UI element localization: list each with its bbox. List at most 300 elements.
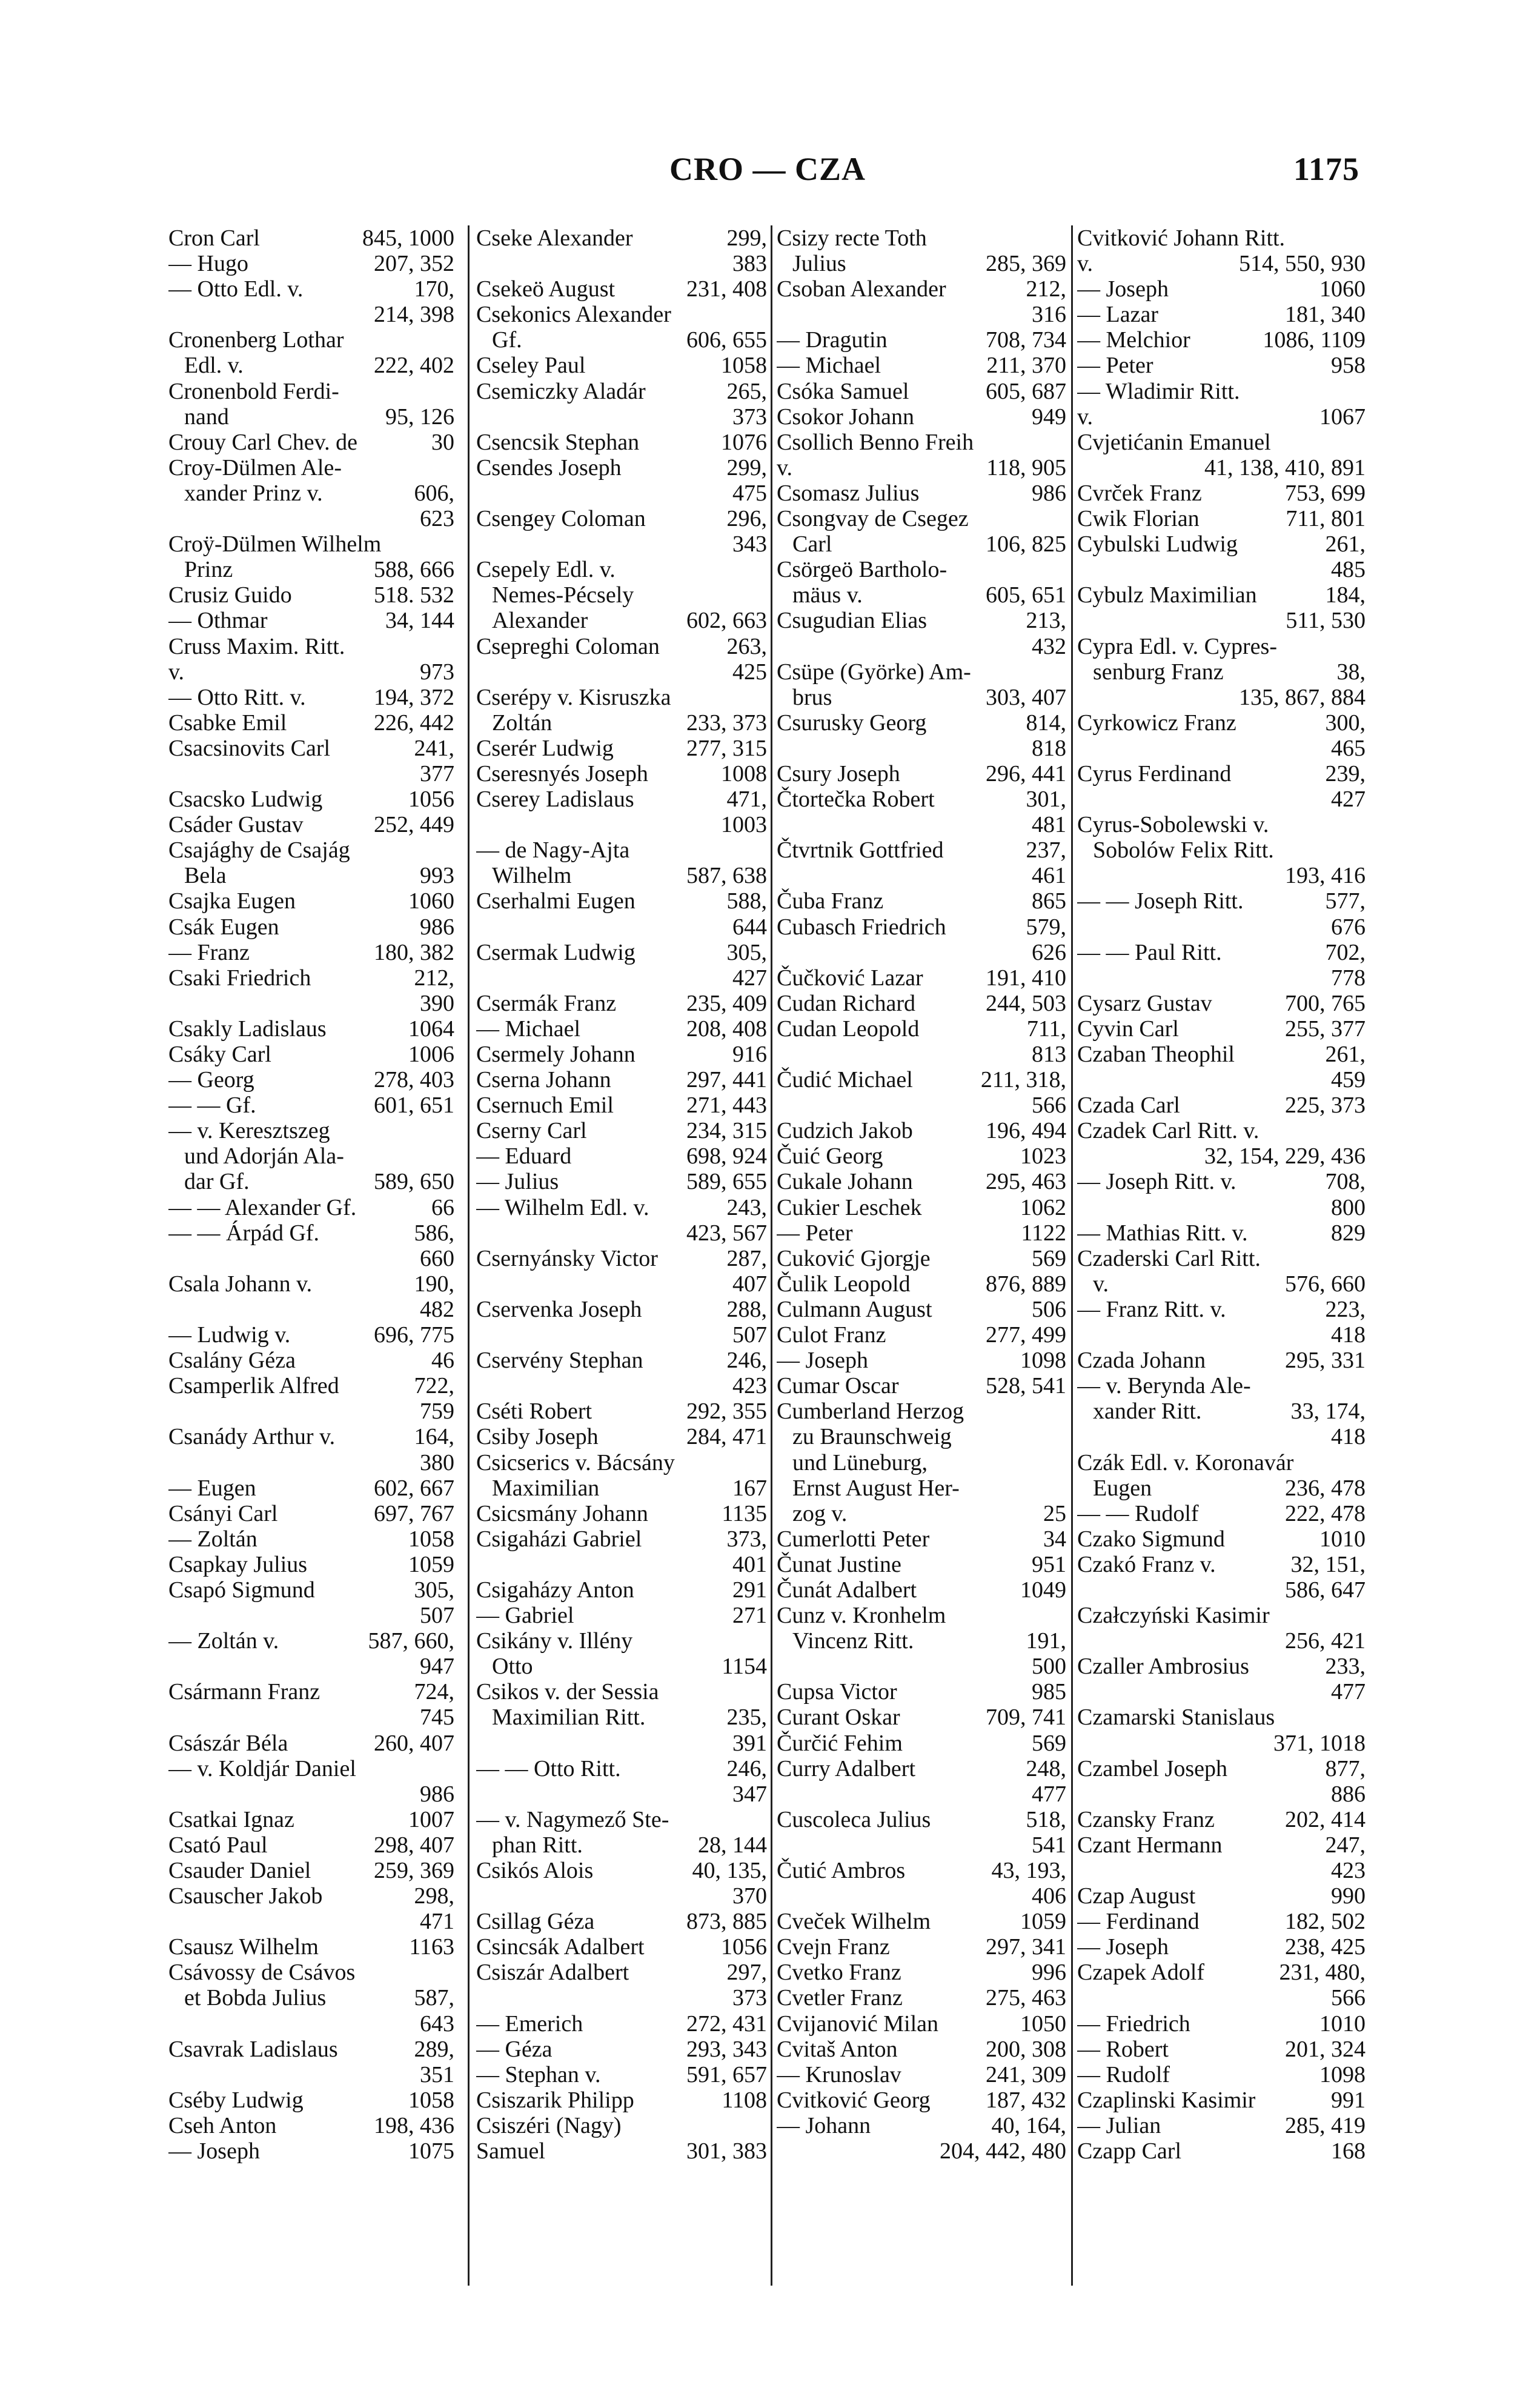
entry-pages: 1003 — [721, 812, 767, 838]
entry-name: Csugudian Elias — [777, 608, 928, 634]
entry-pages: 181, 340 — [1285, 302, 1366, 328]
entry-pages: 238, 425 — [1285, 1934, 1366, 1960]
index-line — [1077, 1756, 1366, 1781]
entry-name: — Peter — [777, 1220, 853, 1246]
entry-name: Cvitković Georg — [777, 2087, 931, 2113]
index-line — [168, 2087, 454, 2113]
index-line — [777, 1603, 1066, 1628]
entry-pages: 223, — [1325, 1296, 1366, 1322]
index-line — [168, 455, 454, 481]
index-line — [777, 1424, 1066, 1449]
index-line — [1077, 837, 1366, 863]
index-line — [168, 634, 454, 659]
index-line — [1077, 276, 1366, 302]
index-line — [1077, 1169, 1366, 1194]
entry-name: Cserér Ludwig — [476, 735, 614, 761]
entry-name: mäus v. — [792, 582, 863, 608]
entry-name: Csizy recte Toth — [777, 225, 927, 251]
entry-name: Csüpe (Györke) Am- — [777, 659, 971, 685]
entry-name: Czada Johann — [1077, 1348, 1206, 1374]
entry-pages: 231, 408 — [686, 276, 767, 302]
index-line — [777, 761, 1066, 787]
entry-pages: 235, 409 — [686, 990, 767, 1016]
entry-name: Cron Carl — [168, 225, 260, 251]
index-line — [168, 1475, 454, 1501]
entry-name: v. — [1077, 404, 1094, 430]
entry-name: Maximilian Ritt. — [492, 1705, 646, 1731]
entry-name: Cseresnyés Joseph — [476, 760, 648, 787]
entry-pages: 541 — [1032, 1832, 1066, 1858]
entry-pages: 34 — [1043, 1526, 1066, 1552]
index-line — [1077, 379, 1366, 404]
entry-name: Cserhalmi Eugen — [476, 888, 636, 914]
index-line — [476, 1373, 767, 1399]
index-line — [777, 557, 1066, 582]
index-line — [168, 379, 454, 404]
entry-name: Csák Eugen — [168, 914, 279, 940]
entry-name: — Joseph — [1077, 1934, 1169, 1960]
entry-name: — Gabriel — [476, 1603, 574, 1629]
entry-pages: 1163 — [409, 1934, 454, 1960]
index-line — [168, 1832, 454, 1858]
entry-pages: 518. 532 — [374, 582, 454, 608]
index-line — [476, 1731, 767, 1756]
index-line — [777, 787, 1066, 812]
index-line — [1077, 2087, 1366, 2113]
entry-name: Edl. v. — [184, 353, 244, 379]
entry-name: Cvrček Franz — [1077, 480, 1202, 506]
entry-pages: 986 — [1032, 480, 1066, 506]
entry-name: Cysarz Gustav — [1077, 990, 1212, 1016]
index-line — [777, 1756, 1066, 1781]
index-line — [476, 2011, 767, 2037]
entry-name: Cserny Carl — [476, 1118, 587, 1144]
entry-name: Csajka Eugen — [168, 888, 296, 914]
entry-name: Samuel — [476, 2138, 545, 2164]
index-line — [777, 685, 1066, 710]
index-line — [1077, 481, 1366, 506]
entry-name: Cronenberg Lothar — [168, 327, 344, 353]
index-line — [476, 1679, 767, 1705]
entry-pages: 380 — [420, 1449, 454, 1475]
entry-pages: 236, 478 — [1285, 1475, 1366, 1501]
entry-name: Cyrus Ferdinand — [1077, 760, 1232, 787]
entry-pages: 370 — [732, 1883, 767, 1909]
entry-name: Cvitaš Anton — [777, 2036, 898, 2062]
entry-name: Czaller Ambrosius — [1077, 1654, 1249, 1680]
entry-name: Czaban Theophil — [1077, 1042, 1235, 1067]
entry-name: Csabke Emil — [168, 710, 287, 736]
entry-pages: 506 — [1032, 1296, 1066, 1322]
entry-pages: 214, 398 — [374, 302, 454, 328]
entry-name: Csáky Carl — [168, 1042, 271, 1067]
index-line — [1077, 1297, 1366, 1322]
entry-pages: 481 — [1032, 812, 1066, 838]
entry-name: senburg Franz — [1093, 659, 1224, 685]
index-line — [1077, 812, 1366, 837]
entry-pages: 569 — [1032, 1245, 1066, 1271]
entry-pages: 347 — [732, 1781, 767, 1807]
index-line — [476, 430, 767, 455]
entry-name: Csekeö August — [476, 276, 616, 302]
index-line — [168, 404, 454, 430]
entry-name: Csavrak Ladislaus — [168, 2036, 338, 2062]
index-line — [168, 1858, 454, 1883]
entry-pages: 301, 383 — [686, 2138, 767, 2164]
entry-pages: 709, 741 — [986, 1705, 1066, 1731]
entry-pages: 1122 — [1021, 1220, 1066, 1246]
index-line — [476, 1960, 767, 1985]
index-line — [476, 1654, 767, 1679]
index-line — [476, 1883, 767, 1909]
entry-pages: 299, — [726, 225, 767, 251]
entry-name: Cronenbold Ferdi- — [168, 378, 339, 404]
index-line — [777, 1297, 1066, 1322]
index-line — [1077, 1807, 1366, 1832]
entry-name: Csomasz Julius — [777, 480, 920, 506]
index-line — [476, 531, 767, 557]
index-line — [168, 2011, 454, 2037]
entry-pages: 233, 373 — [686, 710, 767, 736]
entry-pages: 305, — [726, 939, 767, 965]
entry-pages: 1064 — [408, 1016, 454, 1042]
entry-name: Bela — [184, 863, 227, 889]
index-line — [168, 1399, 454, 1424]
entry-pages: 25 — [1043, 1500, 1066, 1526]
entry-name: Cseley Paul — [476, 353, 586, 379]
entry-pages: 700, 765 — [1285, 990, 1366, 1016]
entry-pages: 164, — [414, 1424, 454, 1450]
entry-name: — Friedrich — [1077, 2011, 1190, 2037]
entry-name: Czałczyński Kasimir — [1077, 1603, 1270, 1629]
index-line — [476, 455, 767, 481]
entry-pages: 265, — [726, 378, 767, 404]
entry-pages: 702, — [1325, 939, 1366, 965]
entry-name: Čunát Adalbert — [777, 1577, 917, 1603]
index-line — [1077, 965, 1366, 991]
entry-pages: 759 — [420, 1399, 454, 1425]
index-line — [168, 1322, 454, 1348]
index-line — [777, 1731, 1066, 1756]
entry-pages: 285, 419 — [1285, 2112, 1366, 2138]
entry-pages: 239, — [1325, 760, 1366, 787]
index-line — [1077, 506, 1366, 531]
entry-pages: 845, 1000 — [362, 225, 454, 251]
index-line — [1077, 1067, 1366, 1093]
index-line — [1077, 1195, 1366, 1220]
index-line — [476, 1322, 767, 1348]
column-divider — [1071, 225, 1073, 2286]
index-line — [168, 761, 454, 787]
index-line — [168, 1731, 454, 1756]
index-line — [777, 1169, 1066, 1194]
index-line — [777, 404, 1066, 430]
entry-name: xander Prinz v. — [184, 480, 323, 506]
index-line — [777, 2037, 1066, 2062]
index-line — [777, 1960, 1066, 1985]
index-line — [1077, 2113, 1366, 2138]
index-line — [476, 608, 767, 633]
index-line — [476, 1475, 767, 1501]
entry-pages: 485 — [1331, 557, 1366, 583]
entry-name: — v. Berynda Ale- — [1077, 1373, 1251, 1399]
index-line — [777, 1526, 1066, 1552]
entry-pages: 275, 463 — [986, 1985, 1066, 2011]
entry-name: Cservény Stephan — [476, 1348, 643, 1374]
entry-name: Cruss Maxim. Ritt. — [168, 633, 345, 659]
entry-name: — Joseph — [168, 2138, 260, 2164]
entry-name: Csoban Alexander — [777, 276, 946, 302]
index-line — [168, 582, 454, 608]
entry-name: Cvjetićanin Emanuel — [1077, 429, 1271, 455]
entry-pages: 951 — [1032, 1551, 1066, 1577]
entry-name: Csanády Arthur v. — [168, 1424, 336, 1450]
entry-pages: 260, 407 — [374, 1730, 454, 1756]
entry-name: Czakó Franz v. — [1077, 1551, 1216, 1577]
entry-pages: 32, 154, 229, 436 — [1204, 1143, 1366, 1169]
index-line — [777, 1220, 1066, 1246]
entry-name: Csiszarik Philipp — [476, 2087, 634, 2113]
entry-name: Cudan Leopold — [777, 1016, 920, 1042]
entry-name: Cvitković Johann Ritt. — [1077, 225, 1286, 251]
entry-pages: 587, 638 — [686, 863, 767, 889]
entry-name: Csányi Carl — [168, 1500, 278, 1526]
entry-pages: 1049 — [1020, 1577, 1066, 1603]
entry-pages: 237, — [1026, 837, 1066, 863]
entry-pages: 1086, 1109 — [1263, 327, 1366, 353]
entry-pages: 698, 924 — [686, 1143, 767, 1169]
entry-name: Csermely Johann — [476, 1042, 636, 1067]
index-line — [777, 1832, 1066, 1858]
entry-name: Csausz Wilhelm — [168, 1934, 319, 1960]
entry-pages: 873, 885 — [686, 1909, 767, 1935]
entry-name: Csepely Edl. v. — [476, 557, 616, 583]
entry-pages: 293, 343 — [686, 2036, 767, 2062]
index-line — [476, 2062, 767, 2087]
index-line — [476, 1093, 767, 1118]
index-line — [1077, 1450, 1366, 1475]
index-line — [1077, 302, 1366, 327]
entry-name: Czaderski Carl Ritt. — [1077, 1245, 1261, 1271]
entry-pages: 886 — [1331, 1781, 1366, 1807]
entry-name: — v. Nagymező Ste- — [476, 1806, 669, 1832]
entry-name: — Joseph — [777, 1348, 868, 1374]
entry-pages: 298, — [414, 1883, 454, 1909]
entry-pages: 407 — [732, 1271, 767, 1297]
entry-pages: 297, 441 — [686, 1067, 767, 1093]
column-divider — [468, 225, 470, 2286]
entry-pages: 566 — [1032, 1093, 1066, 1119]
entry-name: Cservenka Joseph — [476, 1296, 642, 1322]
entry-pages: 40, 164, — [991, 2112, 1066, 2138]
entry-pages: 947 — [420, 1654, 454, 1680]
entry-pages: 182, 502 — [1285, 1909, 1366, 1935]
entry-pages: 207, 352 — [374, 251, 454, 277]
entry-name: Crusiz Guido — [168, 582, 292, 608]
index-line — [1077, 531, 1366, 557]
entry-name: Csicsmány Johann — [476, 1500, 648, 1526]
entry-pages: 383 — [732, 251, 767, 277]
entry-name: Čulik Leopold — [777, 1271, 911, 1297]
index-line — [1077, 557, 1366, 582]
entry-name: Cyvin Carl — [1077, 1016, 1179, 1042]
entry-pages: 623 — [420, 506, 454, 532]
index-line — [476, 1195, 767, 1220]
entry-pages: 602, 667 — [374, 1475, 454, 1501]
index-line — [1077, 991, 1366, 1016]
entry-pages: 518, — [1026, 1806, 1066, 1832]
entry-name: — Othmar — [168, 608, 268, 634]
entry-name: — Dragutin — [777, 327, 888, 353]
entry-name: — Peter — [1077, 353, 1153, 379]
entry-pages: 285, 369 — [986, 251, 1066, 277]
index-line — [777, 1475, 1066, 1501]
column-1 — [168, 225, 454, 2286]
index-line — [777, 914, 1066, 940]
entry-name: — Joseph Ritt. v. — [1077, 1169, 1236, 1195]
index-line — [168, 1985, 454, 2011]
index-line — [476, 1424, 767, 1449]
column-3 — [777, 225, 1066, 2286]
index-line — [168, 1960, 454, 1985]
index-line — [476, 914, 767, 940]
index-line — [777, 1883, 1066, 1909]
entry-pages: 66 — [431, 1194, 454, 1220]
index-line — [476, 1271, 767, 1297]
entry-name: Maximilian — [492, 1475, 600, 1501]
index-line — [168, 1297, 454, 1322]
entry-pages: 194, 372 — [374, 684, 454, 710]
entry-pages: 1098 — [1020, 1348, 1066, 1374]
entry-pages: 711, — [1026, 1016, 1066, 1042]
entry-pages: 225, 373 — [1285, 1093, 1366, 1119]
index-line — [476, 2037, 767, 2062]
index-line — [476, 1934, 767, 1960]
index-line — [777, 2138, 1066, 2164]
index-line — [476, 1781, 767, 1807]
entry-name: — Mathias Ritt. v. — [1077, 1220, 1248, 1246]
entry-pages: 198, 436 — [374, 2112, 454, 2138]
entry-pages: 272, 431 — [686, 2011, 767, 2037]
entry-pages: 475 — [732, 480, 767, 506]
index-line — [476, 888, 767, 914]
entry-name: — Michael — [476, 1016, 581, 1042]
entry-pages: 41, 138, 410, 891 — [1204, 454, 1366, 481]
entry-pages: 95, 126 — [385, 404, 454, 430]
entry-pages: 800 — [1331, 1194, 1366, 1220]
entry-pages: 118, 905 — [986, 454, 1066, 481]
index-line — [1077, 1858, 1366, 1883]
entry-name: Cveček Wilhelm — [777, 1909, 931, 1935]
entry-pages: 586, 647 — [1285, 1577, 1366, 1603]
index-line — [1077, 1909, 1366, 1934]
entry-pages: 1062 — [1020, 1194, 1066, 1220]
index-line — [476, 404, 767, 430]
index-line — [168, 787, 454, 812]
entry-name: Čtortečka Robert — [777, 787, 935, 813]
index-line — [1077, 1552, 1366, 1577]
entry-pages: 500 — [1032, 1654, 1066, 1680]
index-line — [1077, 1654, 1366, 1679]
index-line — [777, 736, 1066, 761]
entry-pages: 271, 443 — [686, 1093, 767, 1119]
index-line — [168, 1603, 454, 1628]
entry-name: v. — [1093, 1271, 1109, 1297]
entry-pages: 1008 — [721, 760, 767, 787]
index-line — [168, 430, 454, 455]
entry-name: Csemiczky Aladár — [476, 378, 646, 404]
index-line — [168, 1628, 454, 1654]
entry-pages: 373 — [732, 1985, 767, 2011]
entry-name: Carl — [792, 531, 832, 557]
index-line — [777, 327, 1066, 353]
index-line — [1077, 1577, 1366, 1603]
entry-pages: 296, — [726, 506, 767, 532]
index-line — [777, 1143, 1066, 1169]
entry-pages: 1006 — [408, 1042, 454, 1067]
index-line — [476, 1169, 767, 1194]
entry-pages: 471, — [726, 787, 767, 813]
entry-pages: 256, 421 — [1285, 1628, 1366, 1654]
index-line — [476, 1297, 767, 1322]
index-line — [777, 1705, 1066, 1730]
entry-name: Cvetler Franz — [777, 1985, 903, 2011]
entry-name: Csóka Samuel — [777, 378, 909, 404]
index-line — [476, 1985, 767, 2011]
index-line — [476, 1577, 767, 1603]
entry-pages: 233, — [1325, 1654, 1366, 1680]
index-line — [777, 837, 1066, 863]
index-line — [1077, 1501, 1366, 1526]
entry-name: — Otto Edl. v. — [168, 276, 304, 302]
index-line — [777, 710, 1066, 736]
entry-name: zu Braunschweig — [792, 1424, 952, 1450]
entry-name: Csapkay Julius — [168, 1551, 308, 1577]
entry-pages: 277, 315 — [686, 735, 767, 761]
index-line — [1077, 1985, 1366, 2011]
entry-pages: 973 — [420, 659, 454, 685]
index-line — [168, 710, 454, 736]
index-line — [476, 276, 767, 302]
entry-pages: 427 — [732, 965, 767, 991]
index-line — [777, 1271, 1066, 1297]
entry-pages: 423 — [732, 1373, 767, 1399]
index-line — [777, 1985, 1066, 2011]
index-line — [777, 2113, 1066, 2138]
index-line — [476, 251, 767, 276]
entry-pages: 482 — [420, 1296, 454, 1322]
entry-pages: 252, 449 — [374, 812, 454, 838]
index-line — [476, 1016, 767, 1042]
entry-name: — Ferdinand — [1077, 1909, 1200, 1935]
index-line — [168, 914, 454, 940]
index-line — [777, 1042, 1066, 1067]
entry-pages: 34, 144 — [385, 608, 454, 634]
entry-name: Cuković Gjorgje — [777, 1245, 931, 1271]
index-line — [1077, 1679, 1366, 1705]
index-line — [168, 1807, 454, 1832]
entry-name: — Zoltán v. — [168, 1628, 279, 1654]
entry-pages: 255, 377 — [1285, 1016, 1366, 1042]
entry-pages: 643 — [420, 2011, 454, 2037]
entry-pages: 993 — [420, 863, 454, 889]
entry-name: Csokor Johann — [777, 404, 914, 430]
entry-pages: 606, 655 — [686, 327, 767, 353]
entry-pages: 377 — [420, 760, 454, 787]
entry-pages: 676 — [1331, 914, 1366, 940]
index-line — [777, 1373, 1066, 1399]
entry-pages: 996 — [1032, 1960, 1066, 1986]
